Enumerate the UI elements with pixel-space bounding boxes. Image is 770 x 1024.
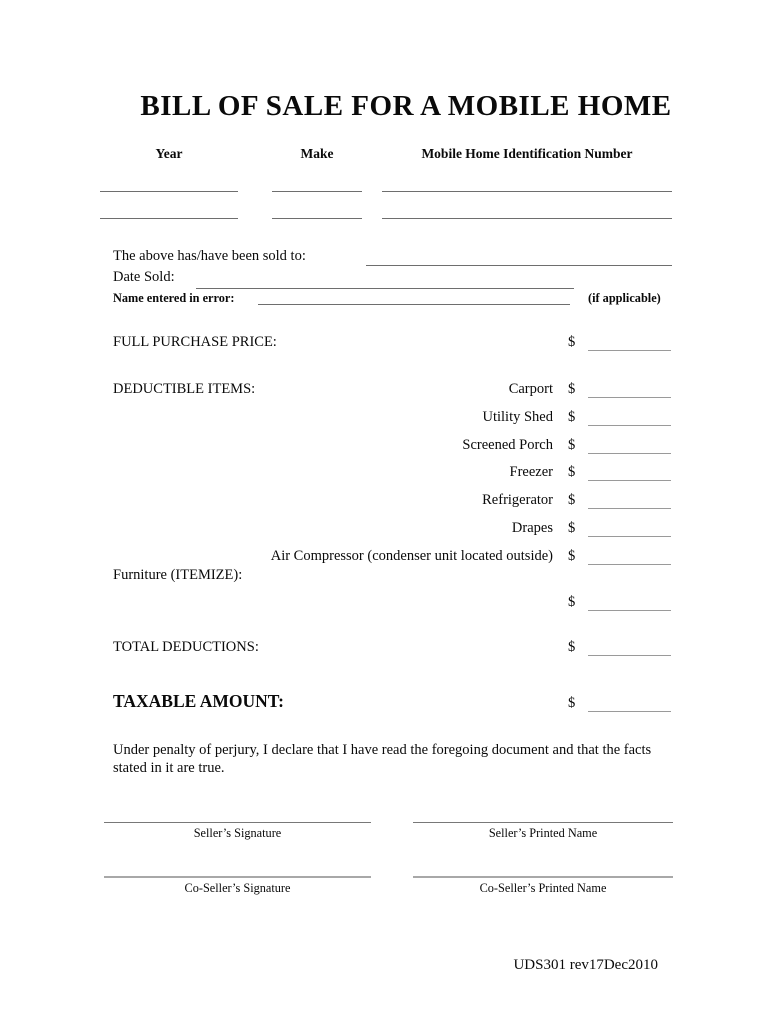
dollar-sign: $ [568, 548, 576, 564]
full-purchase-price-label: FULL PURCHASE PRICE: [113, 334, 277, 350]
carport-amount-field [568, 381, 671, 398]
total-deductions-line[interactable] [588, 639, 671, 656]
drapes-amount-field [568, 520, 671, 537]
furniture-itemize-label: Furniture (ITEMIZE): [113, 567, 243, 583]
co-seller-signature-line[interactable] [104, 876, 371, 878]
seller-printed-name-line[interactable] [413, 822, 673, 823]
freezer-amount-field [568, 464, 671, 481]
taxable-amount-line[interactable] [588, 695, 671, 712]
seller-signature-label: Seller’s Signature [193, 826, 282, 840]
utility-shed-amount-field [568, 409, 671, 426]
freezer-amount-line[interactable] [588, 464, 671, 481]
date-sold-field-line[interactable] [196, 288, 574, 289]
total-deductions-field [568, 639, 671, 656]
item-label-freezer: Freezer [509, 464, 553, 480]
make-field-line-1[interactable] [272, 191, 362, 192]
co-seller-printed-name-label: Co-Seller’s Printed Name [479, 881, 607, 895]
dollar-sign: $ [568, 334, 576, 350]
dollar-sign: $ [568, 492, 576, 508]
item-label-refrigerator: Refrigerator [482, 492, 553, 508]
utility-shed-amount-line[interactable] [588, 409, 671, 426]
column-header-id-number: Mobile Home Identification Number [421, 146, 633, 161]
item-label-drapes: Drapes [511, 520, 553, 536]
item-label-air-compressor: Air Compressor (condenser unit located outside) [270, 548, 553, 564]
item-label-screened-porch: Screened Porch [462, 437, 553, 453]
dollar-sign: $ [568, 437, 576, 453]
make-field-line-2[interactable] [272, 218, 362, 219]
total-deductions-label: TOTAL DEDUCTIONS: [113, 639, 259, 655]
carport-amount-line[interactable] [588, 381, 671, 398]
seller-signature-line[interactable] [104, 822, 371, 823]
air-compressor-amount-line[interactable] [588, 548, 671, 565]
dollar-sign: $ [568, 381, 576, 397]
sold-to-field-line[interactable] [366, 265, 672, 266]
column-header-make: Make [300, 146, 334, 161]
dollar-sign: $ [568, 639, 576, 655]
year-field-line-1[interactable] [100, 191, 238, 192]
co-seller-printed-name-line[interactable] [413, 876, 673, 878]
item-label-carport: Carport [508, 381, 553, 397]
if-applicable-note: (if applicable) [588, 291, 661, 305]
date-sold-label: Date Sold: [113, 269, 175, 285]
refrigerator-amount-line[interactable] [588, 492, 671, 509]
year-field-line-2[interactable] [100, 218, 238, 219]
page-title: BILL OF SALE FOR A MOBILE HOME [140, 90, 672, 122]
taxable-amount-label: TAXABLE AMOUNT: [113, 691, 284, 711]
deductible-items-label: DEDUCTIBLE ITEMS: [113, 381, 256, 397]
full-purchase-price-line[interactable] [588, 334, 671, 351]
co-seller-signature-label: Co-Seller’s Signature [184, 881, 291, 895]
dollar-sign: $ [568, 520, 576, 536]
item-label-utility-shed: Utility Shed [482, 409, 553, 425]
furniture-amount-line[interactable] [588, 594, 671, 611]
seller-printed-name-label: Seller’s Printed Name [488, 826, 598, 840]
dollar-sign: $ [568, 409, 576, 425]
screened-porch-amount-field [568, 437, 671, 454]
name-error-field-line[interactable] [258, 304, 570, 305]
dollar-sign: $ [568, 464, 576, 480]
drapes-amount-line[interactable] [588, 520, 671, 537]
sold-to-label: The above has/have been sold to: [113, 248, 306, 264]
perjury-declaration: Under penalty of perjury, I declare that I have read the foregoing document and that the facts stated in it are true. [113, 742, 652, 776]
screened-porch-amount-line[interactable] [588, 437, 671, 454]
dollar-sign: $ [568, 695, 576, 711]
furniture-amount-field [568, 594, 671, 611]
air-compressor-amount-field [568, 548, 671, 565]
id-number-field-line-1[interactable] [382, 191, 672, 192]
taxable-amount-field [568, 695, 671, 712]
name-error-label: Name entered in error: [113, 291, 235, 305]
form-revision-code: UDS301 rev17Dec2010 [513, 957, 658, 973]
column-header-year: Year [155, 146, 183, 161]
id-number-field-line-2[interactable] [382, 218, 672, 219]
full-purchase-price-field [568, 334, 671, 351]
refrigerator-amount-field [568, 492, 671, 509]
dollar-sign: $ [568, 594, 576, 610]
